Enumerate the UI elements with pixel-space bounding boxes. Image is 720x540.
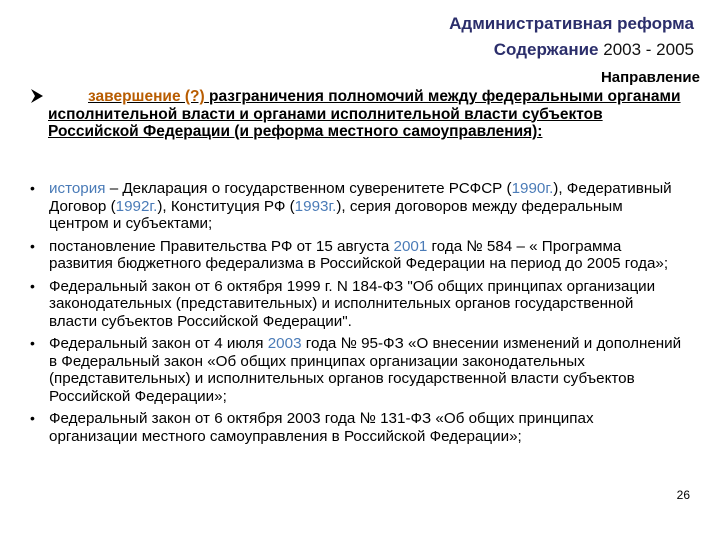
accent-text: 1993г. — [294, 197, 337, 215]
lead-text — [48, 88, 682, 141]
slide-subtitle — [494, 40, 694, 60]
item-text: – Декларация о государственном суверенитете РСФСР ( — [105, 180, 512, 197]
list-item — [30, 410, 682, 445]
bullet-dot-icon: • — [30, 237, 35, 254]
page-number: 26 — [676, 488, 690, 502]
lead-body: разграничения полномочий между федеральными органами исполнительной власти и органами исполнительной власти субъектов Российской Федерации (и реформа местного самоуправления): — [48, 88, 681, 140]
accent-text: 1992г. — [115, 197, 158, 215]
item-text: года № 584 – « Программа развития бюджетного федерализма в Российской Федерации на период до 2005 года»; — [49, 237, 669, 272]
item-text: Федеральный закон от 4 июля — [49, 335, 268, 352]
subtitle-years: 2003 - 2005 — [603, 40, 694, 59]
subtitle-label: Содержание — [493, 40, 599, 59]
item-text: ), Конституция РФ ( — [157, 197, 295, 215]
list-item — [30, 180, 682, 233]
item-text: Федеральный закон от 6 октября 1999 г. N 184-ФЗ "Об общих принципах организации законодательных (представительных) и исполнительных органов государственной власти субъектов Российской Федерации". — [49, 277, 656, 330]
accent-text: 2003 — [267, 335, 302, 352]
bullet-list — [30, 180, 682, 450]
list-item — [30, 278, 682, 331]
bullet-dot-icon: • — [30, 410, 35, 426]
item-text: ), Федеративный Договор ( — [49, 180, 672, 215]
list-item — [30, 238, 682, 273]
slide-title: Административная реформа — [449, 14, 694, 33]
item-text: Федеральный закон от 6 октября 2003 года № 131-ФЗ «Об общих принципах организации местного самоуправления в Российской Федерации»; — [49, 410, 594, 445]
bullet-dot-icon: • — [30, 335, 35, 351]
accent-text: 1990г. — [511, 180, 554, 197]
arrow-bullet-icon — [30, 88, 44, 104]
item-text: года № 95-ФЗ «О внесении изменений и дополнений в Федеральный закон «Об общих принципах организации законодательных (представительных) и исполнительных органов государственной власти субъектов Российской Федерации»; — [49, 335, 682, 405]
lead-paragraph — [30, 88, 682, 141]
direction-label: Направление — [600, 69, 700, 86]
item-text: постановление Правительства РФ от 15 августа — [49, 237, 394, 255]
accent-text: 2001 — [393, 237, 428, 255]
lead-prefix: завершение (?) — [88, 88, 205, 105]
accent-text: история — [49, 180, 106, 197]
list-item — [30, 335, 682, 405]
bullet-dot-icon: • — [30, 180, 35, 196]
item-text: ), серия договоров между федеральным центром и субъектами; — [49, 197, 623, 232]
bullet-dot-icon: • — [30, 277, 35, 294]
